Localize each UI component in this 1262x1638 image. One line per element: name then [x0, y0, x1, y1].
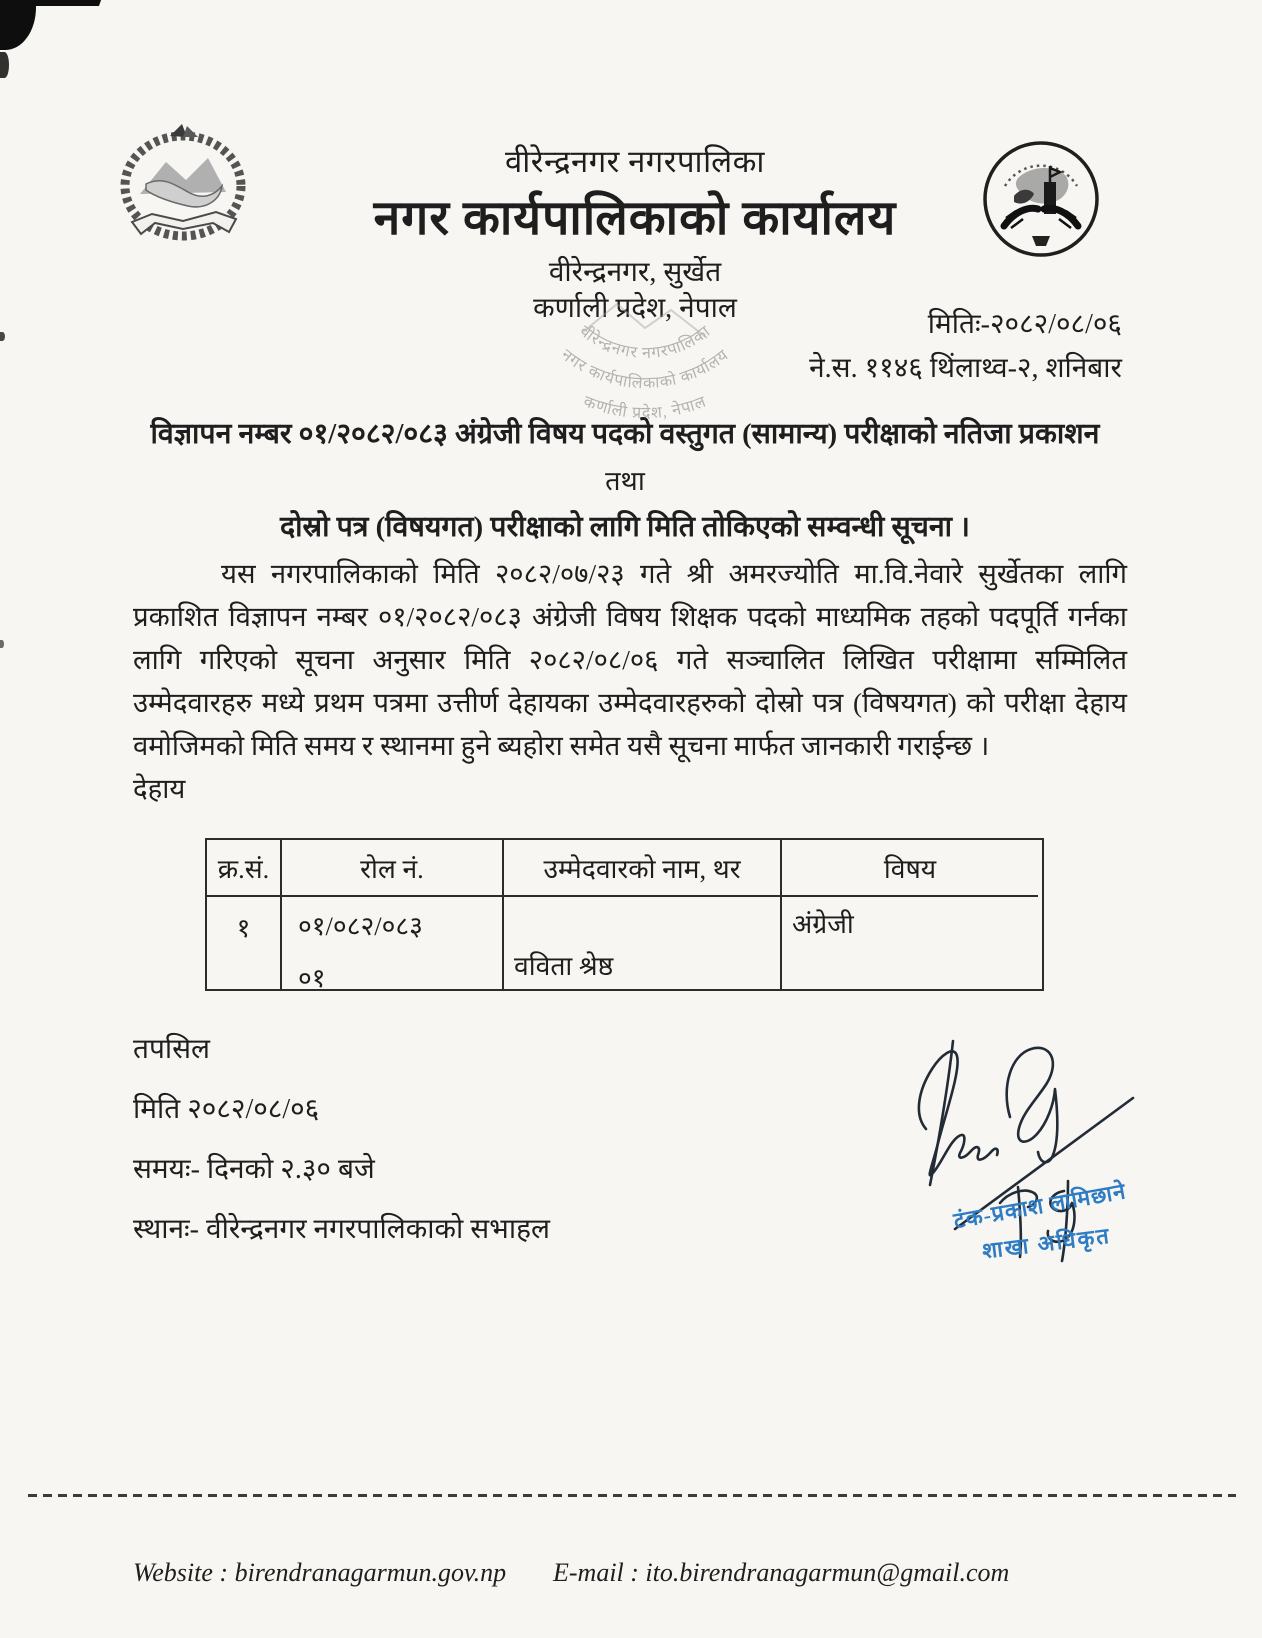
stamp-line-3: कर्णाली प्रदेश, नेपाल — [581, 393, 710, 423]
candidate-name: वविता श्रेष्ठ — [514, 951, 614, 981]
footer-dashed-divider — [28, 1494, 1236, 1497]
table-row-sn: १ — [207, 897, 282, 989]
table-header-sn: क्र.सं. — [207, 840, 282, 897]
candidate-table — [205, 838, 1044, 991]
tapasil-label: तपसिल — [133, 1034, 211, 1065]
subject-line-1: विज्ञापन नम्बर ०१/२०८२/०८३ अंग्रेजी विषय पदको वस्तुगत (सामान्य) परीक्षाको नतिजा प्रकाशन — [150, 419, 1100, 450]
schedule-block — [133, 1020, 550, 1260]
subject-line-2: तथा — [605, 466, 645, 496]
letter-date: मितिः-२०८२/०८/०६ — [927, 309, 1122, 340]
scan-artifact-top-edge — [0, 0, 101, 6]
municipality-name: वीरेन्द्रनगर नगरपालिका — [505, 144, 765, 179]
scan-artifact-corner — [0, 0, 36, 50]
schedule-time: समयः- दिनको २.३० बजे — [133, 1154, 375, 1185]
office-address: वीरेन्द्रनगर, सुर्खेत — [548, 257, 722, 288]
table-header-roll: रोल नं. — [282, 840, 504, 897]
table-row-subject: अंग्रेजी — [792, 909, 854, 939]
schedule-date: मिति २०८२/०८/०६ — [133, 1094, 320, 1125]
scan-artifact-streak — [0, 52, 9, 78]
officer-designation: शाखा अधिकृत — [980, 1222, 1113, 1264]
schedule-venue: स्थानः- वीरेन्द्रनगर नगरपालिकाको सभाहल — [133, 1214, 550, 1245]
footer-email: E-mail : ito.birendranagarmun@gmail.com — [553, 1558, 1010, 1587]
body-block — [133, 552, 1127, 810]
footer-website: Website : birendranagarmun.gov.np — [133, 1558, 507, 1587]
table-row-name — [504, 897, 782, 989]
dehaya-label: देहाय — [133, 773, 186, 804]
subject-block — [120, 414, 1130, 545]
date-block — [809, 303, 1122, 391]
officer-name: टंक-प्रकाश लामिछाने — [951, 1178, 1128, 1234]
body-paragraph: यस नगरपालिकाको मिति २०८२/०७/२३ गते श्री अमरज्योति मा.वि.नेवारे सुर्खेतका लागि प्रकाशित विज्ञापन नम्बर ०१/२०८२/०८३ अंग्रेजी विषय शिक्षक पदको माध्यमिक तहको पदपूर्ति गर्नका लागि गरिएको सूचना अनुसार मिति २०८२/०८/०६ गते सञ्चालित लिखित परीक्षामा सम्मिलित उम्मेदवारहरु मध्ये प्रथम पत्रमा उत्तीर्ण देहायका उम्मेदवारहरुको दोस्रो पत्र (विषयगत) को परीक्षा देहाय वमोजिमको मिति समय र स्थानमा हुने ब्यहोरा समेत यसै सूचना मार्फत जानकारी गराईन्छ । — [133, 558, 1127, 761]
nepal-sambat-date: ने.स. ११४६ थिंलाथ्व-२, शनिबार — [809, 353, 1122, 384]
stamp-line-2: नगर कार्यपालिकाको कार्यालय — [557, 346, 733, 393]
roll-number-line2: ०१ — [298, 963, 326, 993]
table-header-name: उम्मेदवारको नाम, थर — [504, 840, 782, 897]
stamp-line-1: वीरेन्द्रनगर नगरपालिका — [576, 322, 714, 363]
office-title: नगर कार्यपालिकाको कार्यालय — [373, 192, 897, 245]
table-header-subject: विषय — [782, 840, 1038, 897]
table-row-roll — [282, 897, 504, 993]
roll-number-line1: ०१/०८२/०८३ — [298, 911, 423, 941]
scan-artifact-speck — [0, 332, 5, 341]
scan-artifact-speck — [0, 640, 4, 648]
office-province: कर्णाली प्रदेश, नेपाल — [533, 293, 737, 324]
subject-line-3: दोस्रो पत्र (विषयगत) परीक्षाको लागि मिति तोकिएको सम्वन्धी सूचना । — [280, 512, 970, 543]
